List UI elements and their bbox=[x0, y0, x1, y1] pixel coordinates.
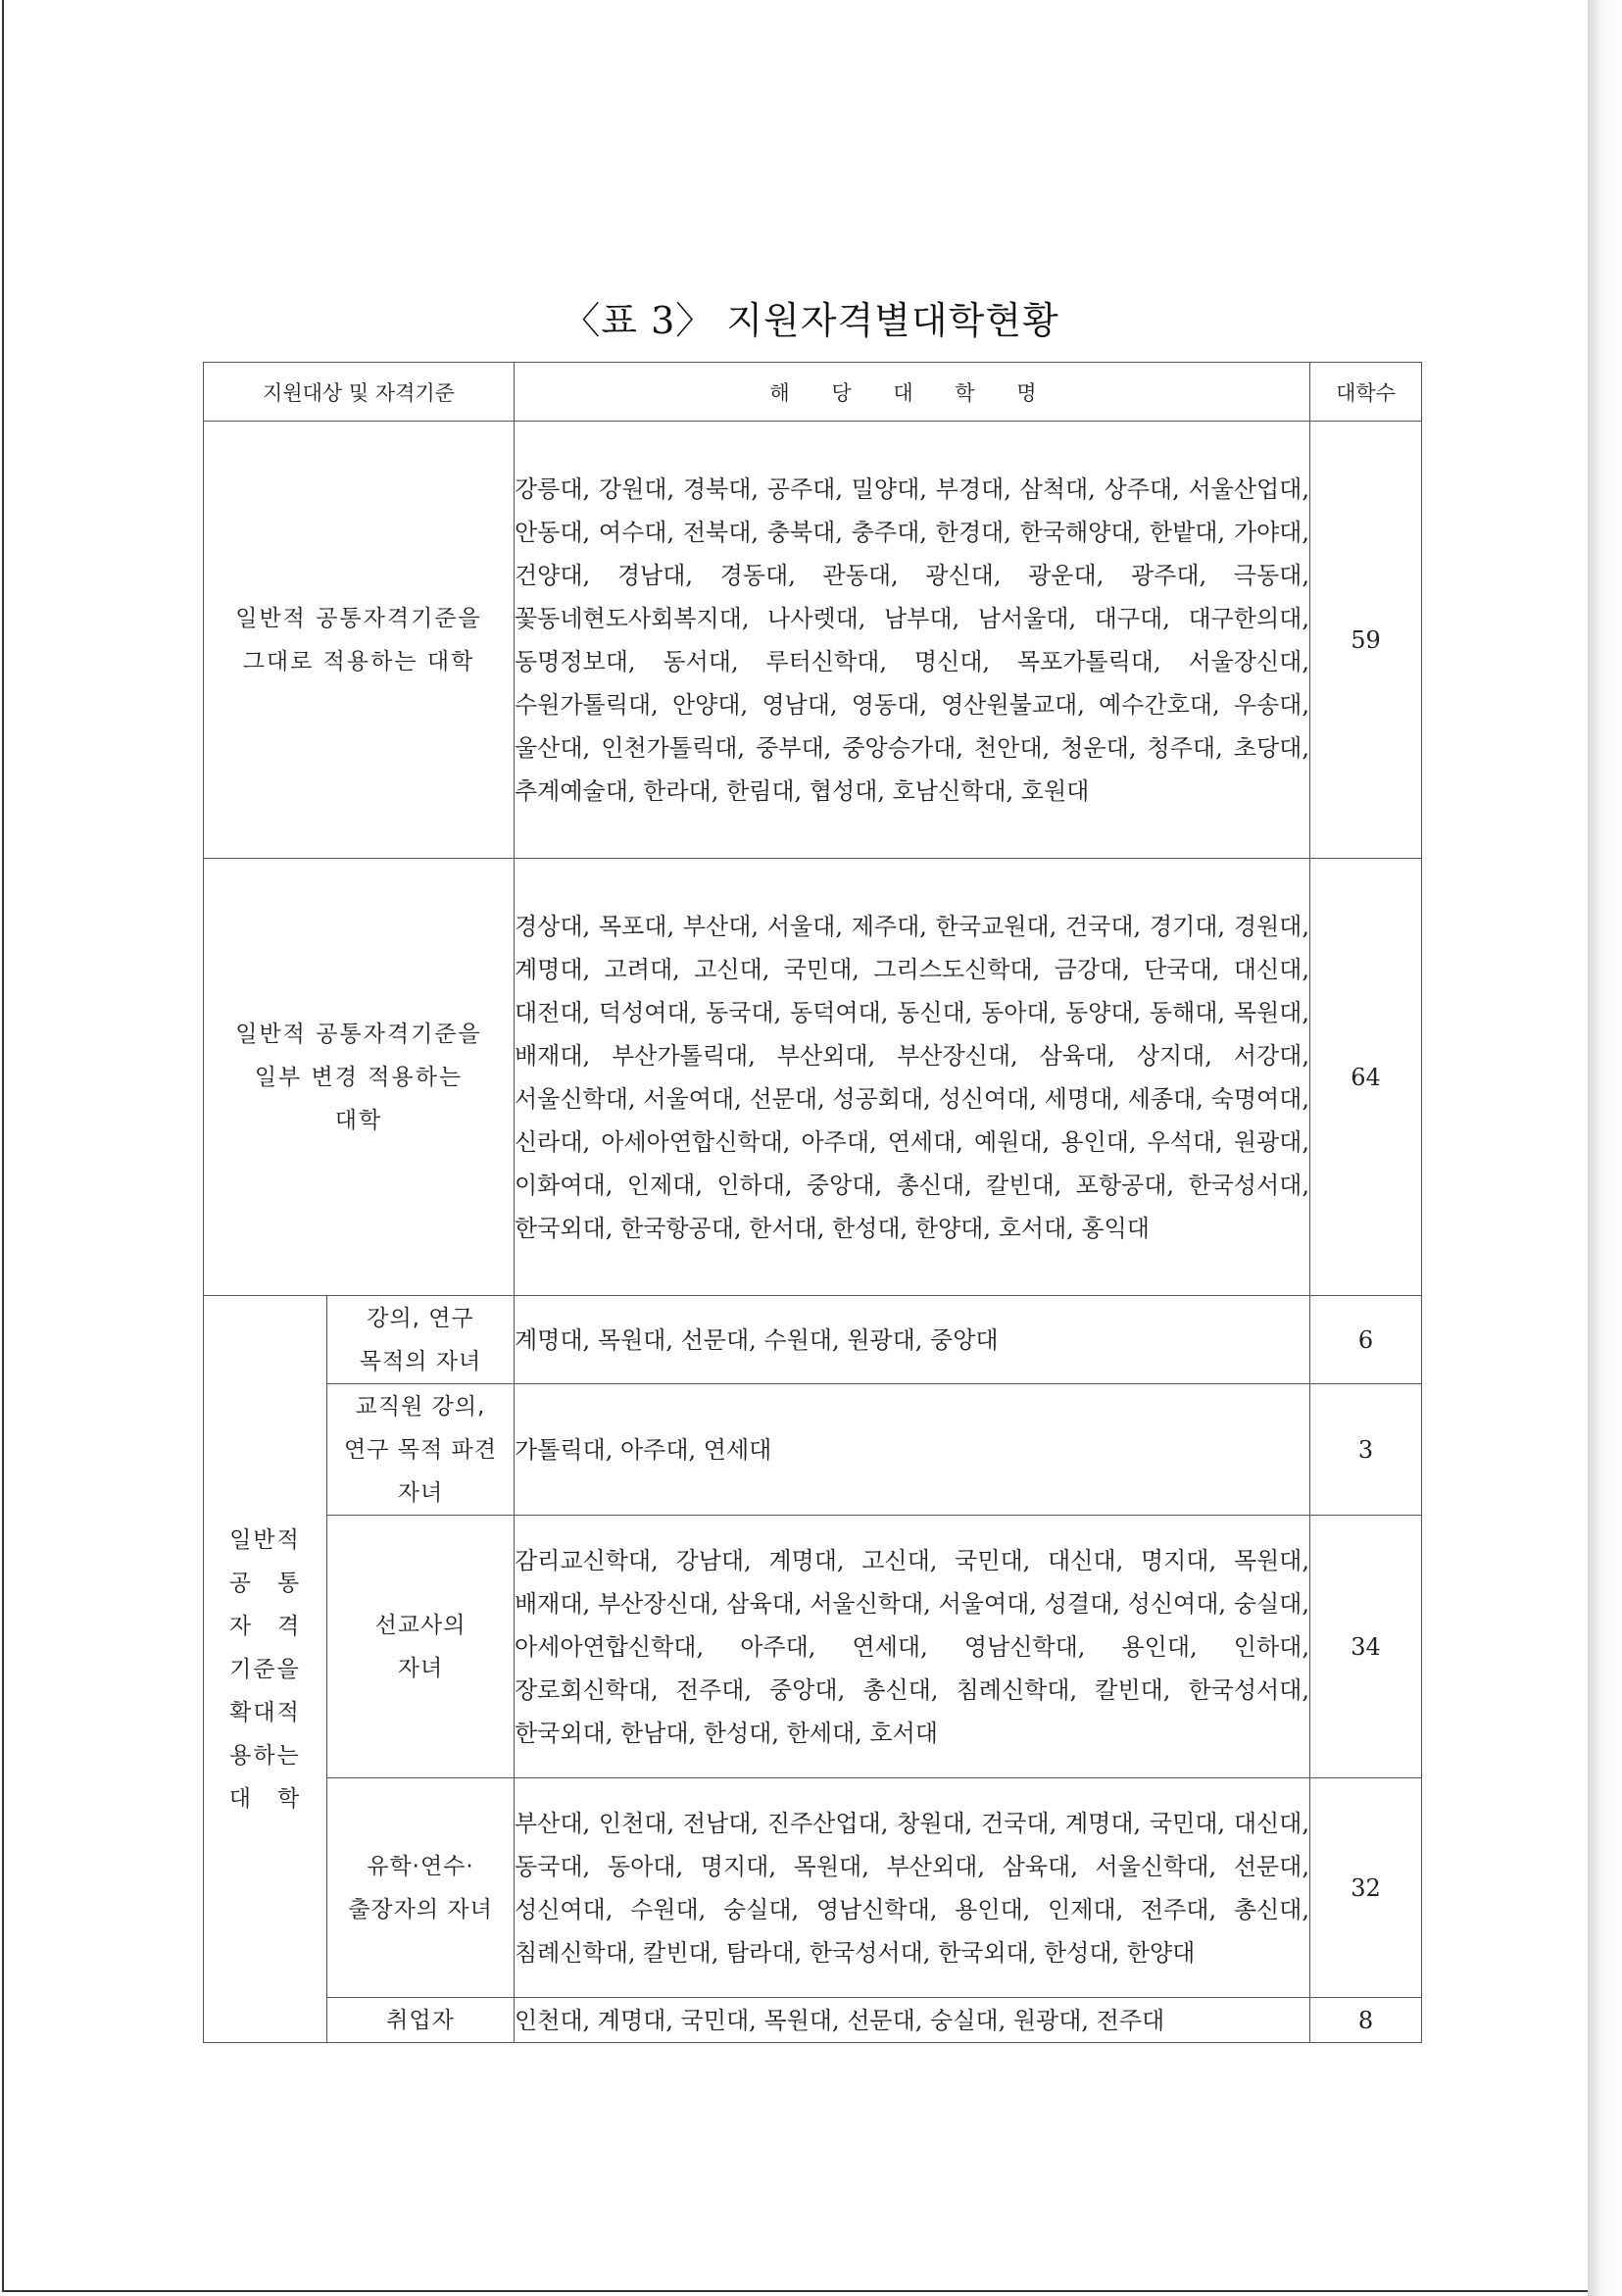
row-universities: 계명대, 목원대, 선문대, 수원대, 원광대, 중앙대 bbox=[515, 1296, 1310, 1384]
row-universities: 경상대, 목포대, 부산대, 서울대, 제주대, 한국교원대, 건국대, 경기대, 경원대, 계명대, 고려대, 고신대, 국민대, 그리스도신학대, 금강대, 단국대, 대신대, 대전대, 덕성여대, 동국대, 동덕여대, 동신대, 동아대, 동양대, 동해대, 목원대, 배재대, 부산가톨릭대, 부산외대, 부산장신대, 삼육대, 상지대, 서강대, 서울신학대, 서울여대, 선문대, 성공회대, 성신여대, 세명대, 세종대, 숙명여대, 신라대, 아세아연합신학대, 아주대, 연세대, 예원대, 용인대, 우석대, 원광대, 이화여대, 인제대, 인하대, 중앙대, 총신대, 칼빈대, 포항공대, 한국성서대, 한국외대, 한국항공대, 한서대, 한성대, 한양대, 호서대, 홍익대 bbox=[515, 859, 1310, 1296]
page-edge-shadow bbox=[1588, 0, 1622, 2296]
row-universities: 가톨릭대, 아주대, 연세대 bbox=[515, 1384, 1310, 1516]
row-count: 59 bbox=[1310, 422, 1422, 859]
header-criteria: 지원대상 및 자격기준 bbox=[204, 363, 515, 422]
table-row bbox=[204, 1296, 1422, 1384]
table-title: 〈표 3〉 지원자격별대학현황 bbox=[563, 299, 1059, 342]
expanded-category: 일반적 공 통 자 격 기준을 확대적 용하는 대 학 bbox=[204, 1296, 327, 2043]
row-count: 34 bbox=[1310, 1516, 1422, 1778]
row-count: 32 bbox=[1310, 1778, 1422, 1998]
row-subcategory: 강의, 연구 목적의 자녀 bbox=[327, 1296, 515, 1384]
row-universities: 강릉대, 강원대, 경북대, 공주대, 밀양대, 부경대, 삼척대, 상주대, 서울산업대, 안동대, 여수대, 전북대, 충북대, 충주대, 한경대, 한국해양대, 한밭대, 가야대, 건양대, 경남대, 경동대, 관동대, 광신대, 광운대, 광주대, 극동대, 꽃동네현도사회복지대, 나사렛대, 남부대, 남서울대, 대구대, 대구한의대, 동명정보대, 동서대, 루터신학대, 명신대, 목포가톨릭대, 서울장신대, 수원가톨릭대, 안양대, 영남대, 영동대, 영산원불교대, 예수간호대, 우송대, 울산대, 인천가톨릭대, 중부대, 중앙승가대, 천안대, 청운대, 청주대, 초당대, 추계예술대, 한라대, 한림대, 협성대, 호남신학대, 호원대 bbox=[515, 422, 1310, 859]
row-count: 64 bbox=[1310, 859, 1422, 1296]
table-row bbox=[204, 1998, 1422, 2043]
table-row bbox=[204, 1516, 1422, 1778]
row-category: 일반적 공통자격기준을 그대로 적용하는 대학 bbox=[204, 422, 515, 859]
row-universities: 감리교신학대, 강남대, 계명대, 고신대, 국민대, 대신대, 명지대, 목원대, 배재대, 부산장신대, 삼육대, 서울신학대, 서울여대, 성결대, 성신여대, 숭실대, 아세아연합신학대, 아주대, 연세대, 영남신학대, 용인대, 인하대, 장로회신학대, 전주대, 중앙대, 총신대, 침례신학대, 칼빈대, 한국성서대, 한국외대, 한남대, 한성대, 한세대, 호서대 bbox=[515, 1516, 1310, 1778]
row-count: 6 bbox=[1310, 1296, 1422, 1384]
row-category: 일반적 공통자격기준을 일부 변경 적용하는 대학 bbox=[204, 859, 515, 1296]
row-universities: 인천대, 계명대, 국민대, 목원대, 선문대, 숭실대, 원광대, 전주대 bbox=[515, 1998, 1310, 2043]
table-row bbox=[204, 1778, 1422, 1998]
row-subcategory: 취업자 bbox=[327, 1998, 515, 2043]
row-subcategory: 선교사의 자녀 bbox=[327, 1516, 515, 1778]
row-subcategory: 교직원 강의, 연구 목적 파견 자녀 bbox=[327, 1384, 515, 1516]
row-count: 3 bbox=[1310, 1384, 1422, 1516]
row-universities: 부산대, 인천대, 전남대, 진주산업대, 창원대, 건국대, 계명대, 국민대, 대신대, 동국대, 동아대, 명지대, 목원대, 부산외대, 삼육대, 서울신학대, 선문대, 성신여대, 수원대, 숭실대, 영남신학대, 용인대, 인제대, 전주대, 총신대, 침례신학대, 칼빈대, 탐라대, 한국성서대, 한국외대, 한성대, 한양대 bbox=[515, 1778, 1310, 1998]
table-header-row bbox=[204, 363, 1422, 422]
header-universities: 해 당 대 학 명 bbox=[515, 363, 1310, 422]
table-row bbox=[204, 859, 1422, 1296]
row-subcategory: 유학·연수· 출장자의 자녀 bbox=[327, 1778, 515, 1998]
table-row bbox=[204, 422, 1422, 859]
university-qualification-table bbox=[203, 362, 1422, 2043]
header-count: 대학수 bbox=[1310, 363, 1422, 422]
table-row bbox=[204, 1384, 1422, 1516]
row-count: 8 bbox=[1310, 1998, 1422, 2043]
